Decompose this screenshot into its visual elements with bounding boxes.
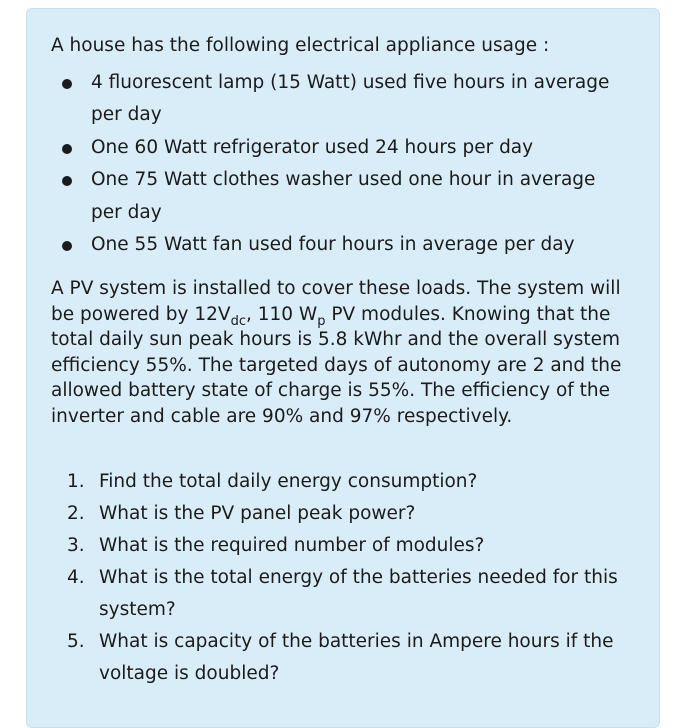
list-item (51, 530, 631, 562)
question-text: What is the required number of modules? (99, 535, 485, 556)
question-number: 4. (67, 567, 85, 588)
list-item (51, 466, 631, 498)
list-item (51, 626, 631, 690)
description-part-1: A PV system is installed to cover these loads. The system will be powered by 12V (51, 278, 621, 325)
bullet-icon (62, 176, 72, 186)
question-number: 1. (67, 471, 85, 492)
question-number: 3. (67, 535, 85, 556)
question-text: Find the total daily energy consumption? (99, 471, 478, 492)
bullet-icon (62, 241, 72, 251)
question-text: What is the total energy of the batteries needed for this system? (99, 567, 618, 620)
description-part-2: , 110 W (245, 303, 318, 325)
appliance-text: One 55 Watt fan used four hours in average per day (91, 234, 575, 256)
intro-text: A house has the following electrical appliance usage : (51, 35, 550, 56)
list-item (51, 562, 631, 626)
question-number: 2. (67, 503, 85, 524)
question-list (51, 466, 631, 690)
peak-subscript: p (317, 313, 326, 329)
list-item (51, 498, 631, 530)
question-card (26, 8, 660, 728)
list-item (51, 164, 631, 229)
appliance-text: 4 fluorescent lamp (15 Watt) used five hours in average per day (91, 72, 610, 126)
list-item (51, 132, 631, 164)
appliance-text: One 60 Watt refrigerator used 24 hours per day (91, 136, 534, 158)
bullet-icon (62, 79, 72, 89)
question-text: What is capacity of the batteries in Ampere hours if the voltage is doubled? (99, 631, 614, 684)
description-part-3: PV modules. Knowing that the total daily sun peak hours is 5.8 kWhr and the overall system efficiency 55%. The targeted days of autonomy are 2 and the allowed battery state of charge is 55%. The efficiency of the inverter and cable are 90% and 97% respectively. (51, 303, 622, 427)
question-number: 5. (67, 631, 85, 652)
list-item (51, 67, 631, 132)
appliance-text: One 75 Watt clothes washer used one hour in average per day (91, 169, 596, 223)
dc-subscript: dc (230, 313, 246, 329)
appliance-list (51, 67, 631, 261)
question-text: What is the PV panel peak power? (99, 503, 416, 524)
system-description (51, 276, 626, 429)
list-item (51, 229, 631, 261)
bullet-icon (62, 144, 72, 154)
